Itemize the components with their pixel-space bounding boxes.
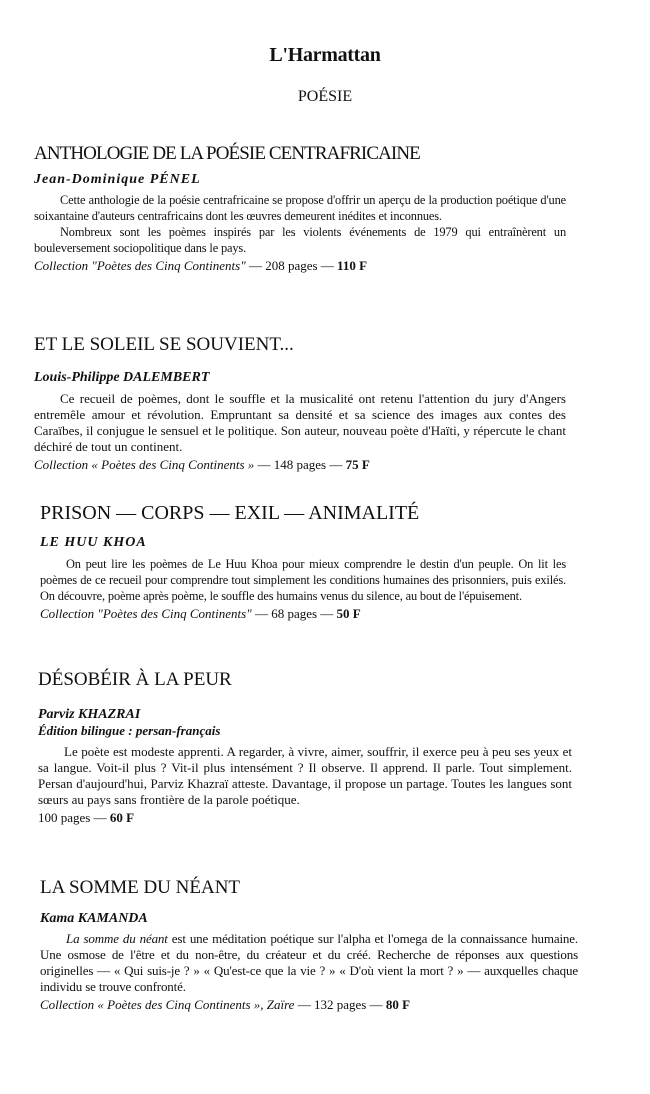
collection-name: Collection « Poètes des Cinq Continents », Zaïre	[40, 997, 295, 1012]
book-author: Louis-Philippe DALEMBERT	[34, 370, 210, 385]
book-title: LA SOMME DU NÉANT	[40, 877, 241, 898]
book-title-inline: La somme du néant	[66, 931, 168, 946]
book-entry	[34, 143, 566, 274]
book-edition-note: Édition bilingue : persan-français	[38, 723, 221, 738]
book-description: Ce recueil de poèmes, dont le souffle et la musicalité ont retenu l'attention du jury d'Angers entremêle amour et révolution. Empruntant sa densité et sa science des images aux contes des Caraïbes, il conjugue le sensuel et le politique. Son auteur, nouveau poète d'Haïti, y répercute le chant déchiré de tout un continent.	[34, 391, 566, 454]
book-price: 50 F	[336, 606, 361, 621]
page-count: 100 pages —	[38, 810, 107, 825]
collection-name: Collection « Poètes des Cinq Continents »	[34, 457, 255, 472]
book-author: Jean-Dominique PÉNEL	[34, 172, 201, 187]
collection-name: Collection "Poètes des Cinq Continents"	[40, 606, 252, 621]
book-description: Le poète est modeste apprenti. A regarder, à vivre, aimer, souffrir, il exerce peu à peu ses yeux et sa langue. Voit-il plus ? Vit-il plus intensément ? Il observe. Il apprend. Il parle. Tout simplement. Persan d'aujourd'hui, Parviz Khazraï atteste. Davantage, il propose un partage. Toutes les langues sont sœurs au pays sans frontière de la parole poétique.	[38, 744, 572, 807]
collection-name: Collection "Poètes des Cinq Continents"	[34, 258, 246, 273]
book-author: Parviz KHAZRAI	[38, 707, 141, 722]
book-entry	[34, 334, 566, 473]
book-price: 110 F	[337, 258, 368, 273]
book-entry	[40, 877, 578, 1013]
book-description: On peut lire les poèmes de Le Huu Khoa pour mieux comprendre le destin d'un peuple. On lit les poèmes de ce recueil pour comprendre tout simplement les conditions humaines des prisonniers, puis exilés. On découvre, poème après poème, le souffle des humains venus du silence, au bout de l'épuisement.	[40, 557, 566, 603]
book-price: 80 F	[385, 997, 411, 1012]
book-collection-line	[34, 257, 566, 274]
book-title: ANTHOLOGIE DE LA POÉSIE CENTRAFRICAINE	[34, 143, 420, 164]
book-entry	[38, 669, 572, 826]
page-count: — 132 pages —	[297, 997, 383, 1012]
book-description: Nombreux sont les poèmes inspirés par les violents événements de 1979 qui entraînèrent un bouleversement sociopolitique dans le pays.	[34, 225, 566, 255]
section-title: POÉSIE	[297, 88, 353, 105]
page-count: — 68 pages —	[254, 606, 334, 621]
page-count: — 148 pages —	[257, 457, 343, 472]
book-author: Kama KAMANDA	[40, 911, 148, 926]
book-title: PRISON — CORPS — EXIL — ANIMALITÉ	[40, 502, 420, 524]
page-count: — 208 pages —	[248, 258, 334, 273]
book-collection-line	[40, 996, 578, 1013]
book-description-text: est une méditation poétique sur l'alpha et l'omega de la connaissance humaine. Une osmose de l'être et du non-être, du créateur et du créé. Recherche de réponses aux questions originelles — « Qui suis-je ? » « Qu'est-ce que la vie ? » « D'où vient la mort ? » — auxquelles chaque individu se trouve confronté.	[40, 931, 579, 994]
book-author: LE HUU KHOA	[40, 535, 147, 550]
book-description: Cette anthologie de la poésie centrafricaine se propose d'offrir un aperçu de la production poétique d'une soixantaine d'auteurs centrafricains dont les œuvres demeurent inédites et inconnues.	[34, 193, 566, 223]
book-description	[40, 931, 578, 995]
book-price: 60 F	[109, 810, 135, 825]
book-collection-line	[38, 809, 572, 826]
book-collection-line	[40, 605, 566, 622]
book-collection-line	[34, 456, 566, 473]
book-title: DÉSOBÉIR À LA PEUR	[38, 669, 232, 690]
book-title: ET LE SOLEIL SE SOUVIENT...	[34, 334, 294, 355]
publisher-name: L'Harmattan	[269, 44, 381, 66]
book-entry	[40, 502, 566, 622]
book-price: 75 F	[345, 457, 370, 472]
